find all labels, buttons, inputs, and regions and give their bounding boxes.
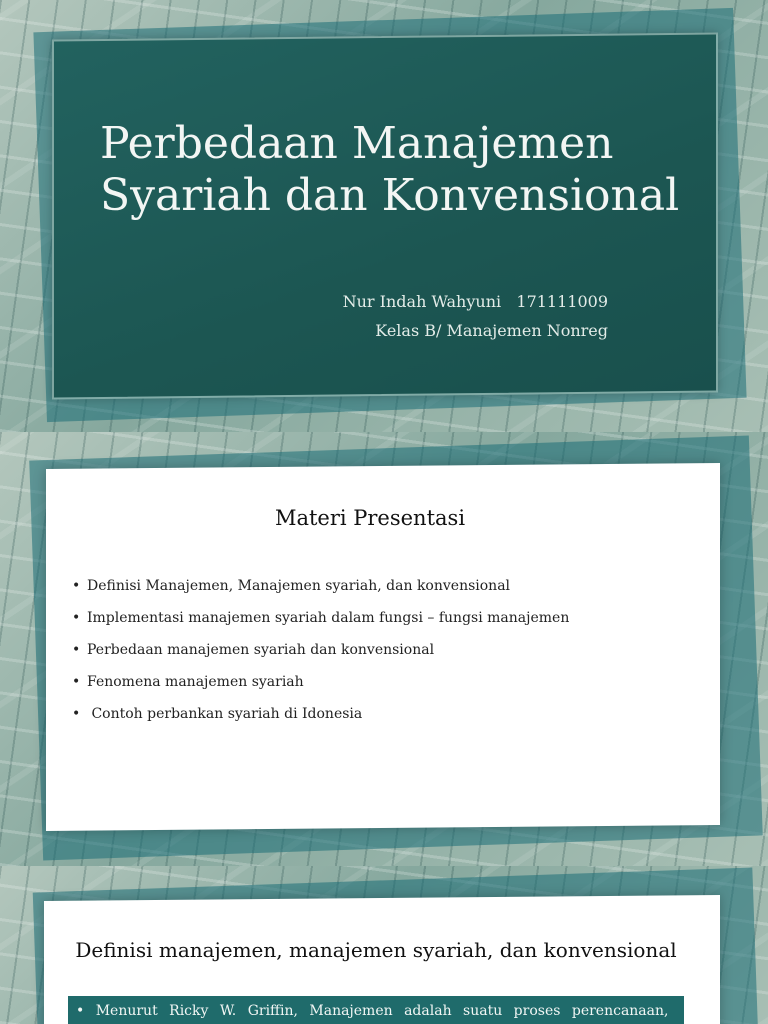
list-item [72, 572, 569, 604]
bullet-icon: • [72, 610, 81, 626]
slide-definition [0, 866, 768, 1024]
definition-heading: Definisi manajemen, manajemen syariah, dan konvensional [75, 938, 677, 962]
outline-list [72, 572, 569, 732]
title-line-2: Syariah dan Konvensional [100, 170, 680, 221]
list-item-text: Fenomena manajemen syariah [87, 674, 304, 690]
author-line: Nur Indah Wahyuni 171111009 [342, 292, 608, 311]
list-item [72, 668, 569, 700]
list-item-text: Implementasi manajemen syariah dalam fungsi – fungsi manajemen [87, 610, 570, 626]
bullet-icon: • [72, 578, 81, 594]
slide-outline [0, 432, 768, 866]
list-item [72, 636, 569, 668]
bullet-icon: • [72, 674, 81, 690]
class-line: Kelas B/ Manajemen Nonreg [375, 321, 608, 340]
bullet-icon: • [72, 706, 81, 722]
list-item-text: Contoh perbankan syariah di Idonesia [87, 706, 363, 722]
bullet-icon: • [72, 642, 81, 658]
outline-heading: Materi Presentasi [274, 506, 466, 530]
title-line-1: Perbedaan Manajemen [100, 118, 614, 169]
slide-title-text [100, 118, 700, 222]
list-item-text: Perbedaan manajemen syariah dan konvensional [87, 642, 435, 658]
list-item [72, 700, 569, 732]
slide-title [0, 0, 768, 432]
list-item [72, 604, 569, 636]
definition-first-line: • Menurut Ricky W. Griffin, Manajemen adalah suatu proses perencanaan, [76, 1003, 669, 1019]
list-item-text: Definisi Manajemen, Manajemen syariah, dan konvensional [87, 578, 511, 594]
